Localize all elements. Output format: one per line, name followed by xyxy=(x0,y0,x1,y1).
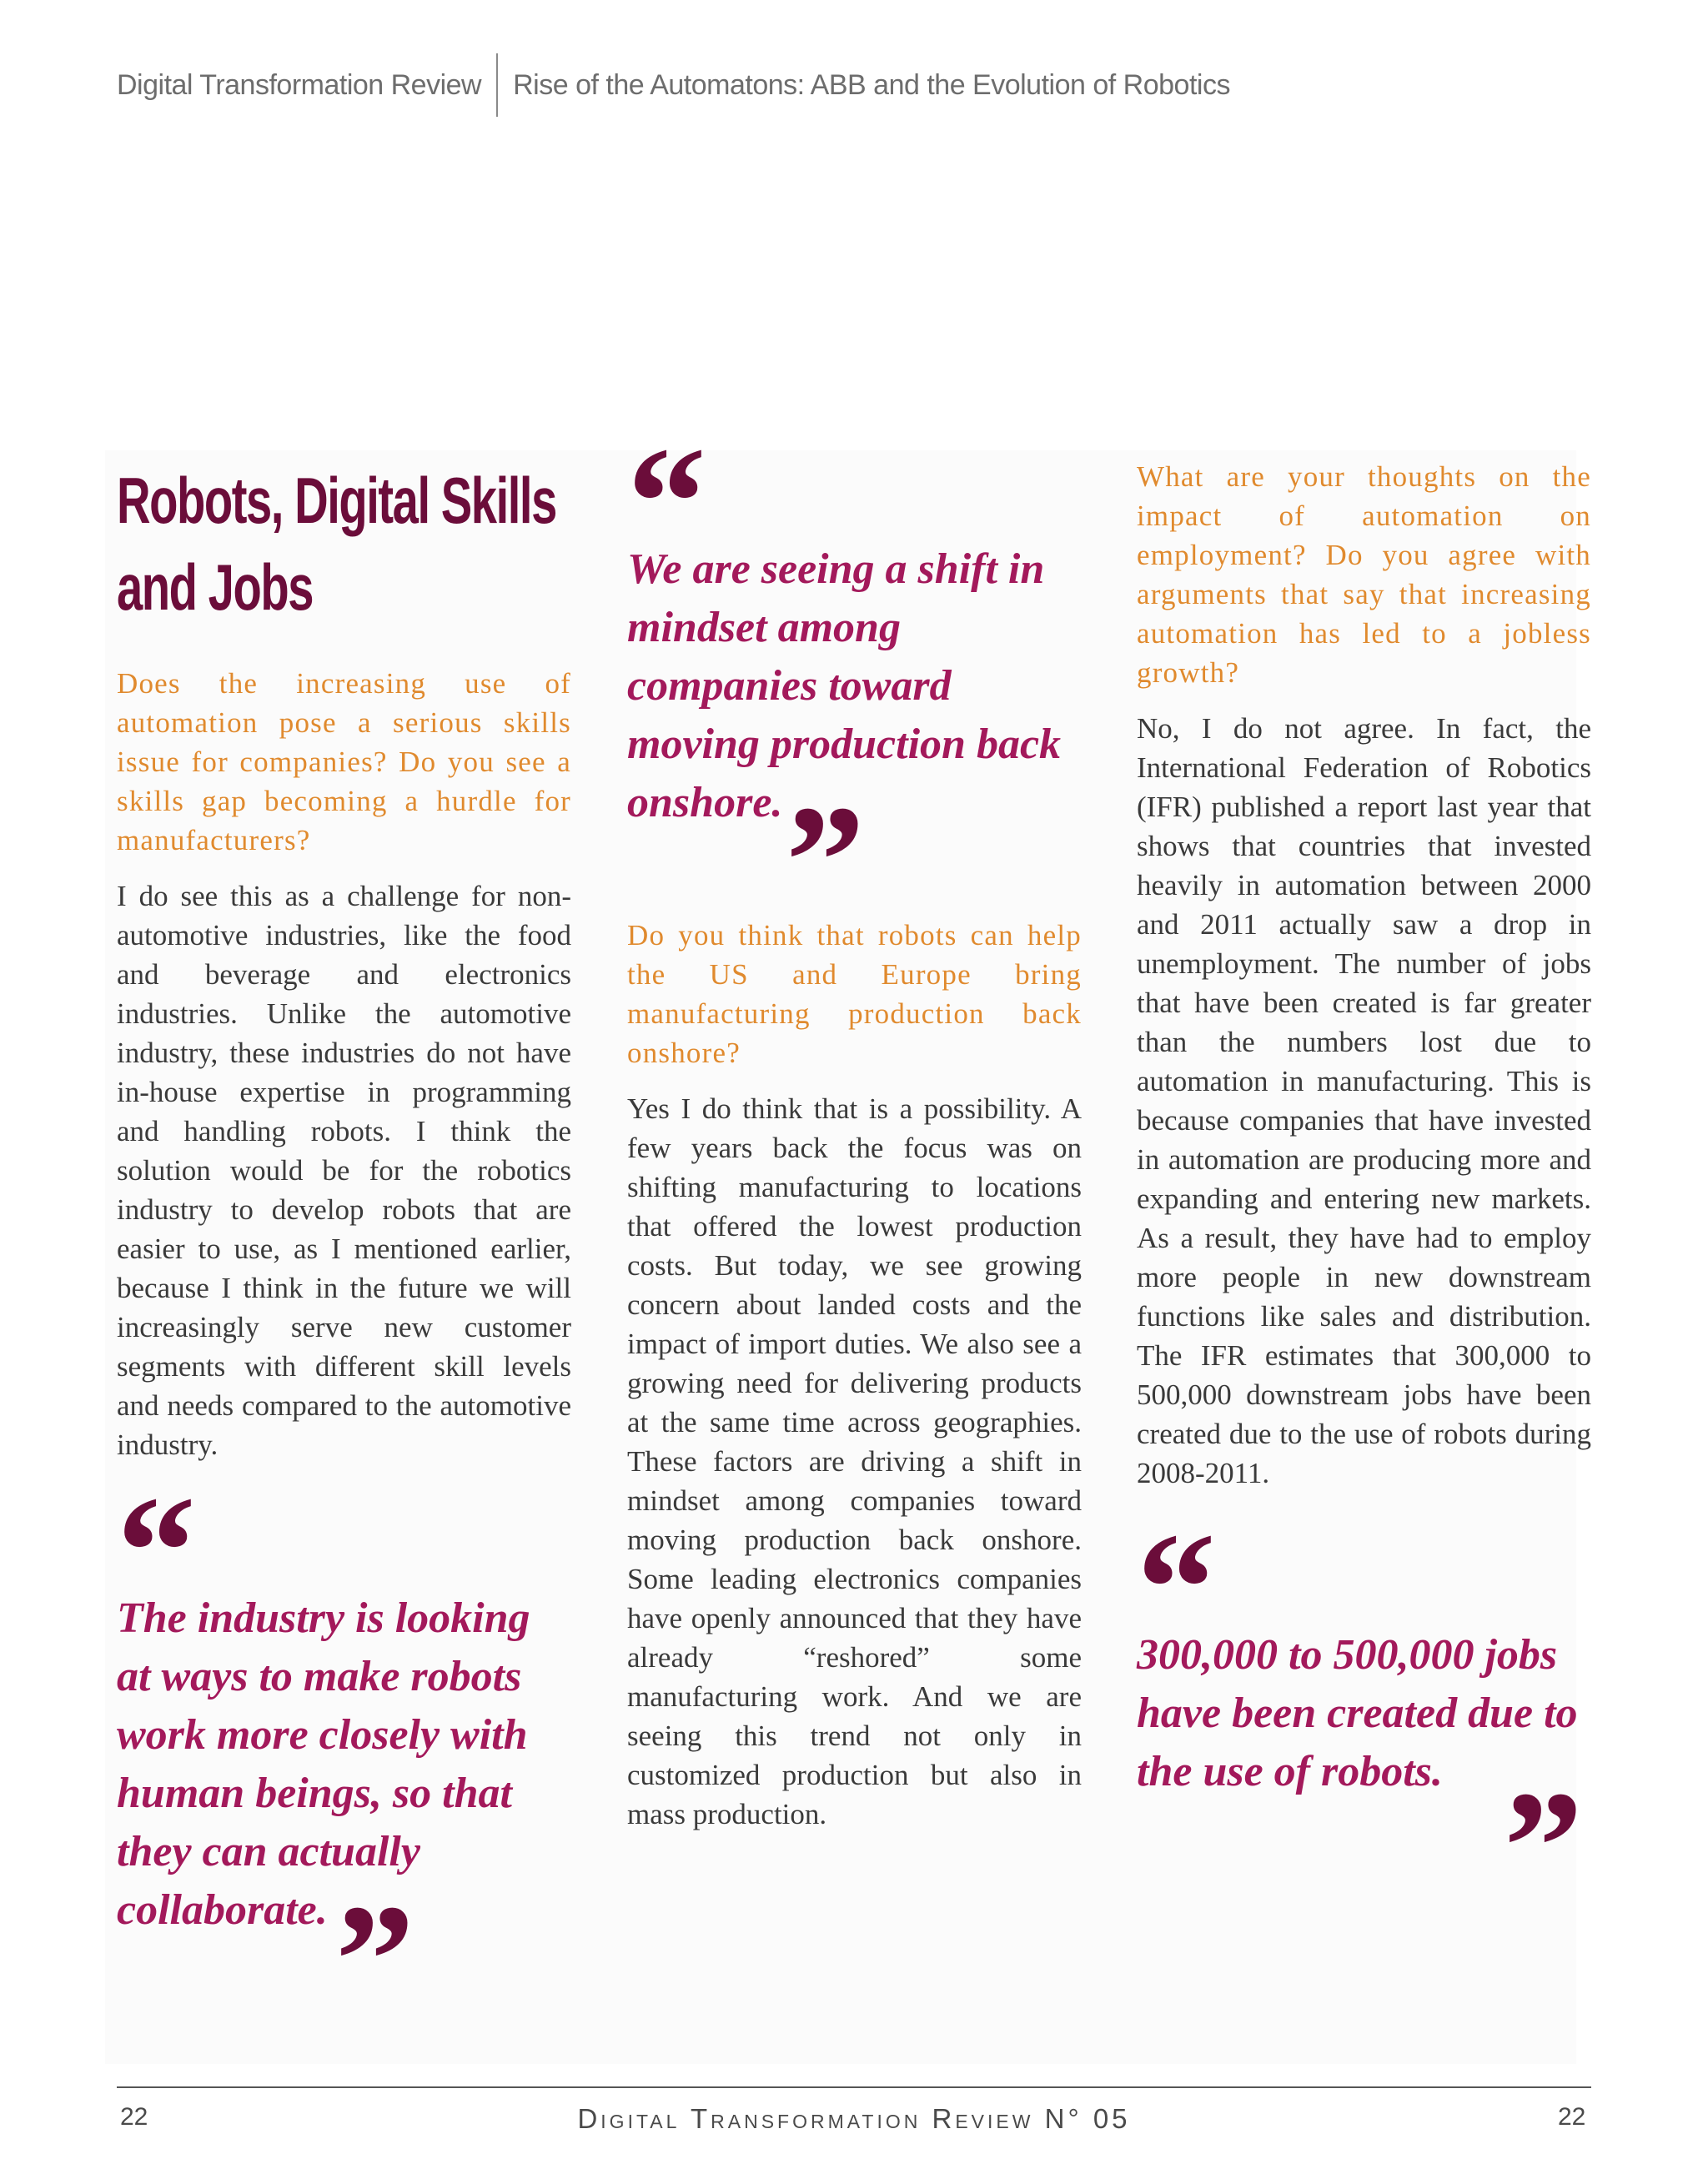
page-number-left: 22 xyxy=(120,2103,148,2131)
open-quote-mark: “ xyxy=(1137,1501,1216,1676)
open-quote-mark: “ xyxy=(627,415,706,590)
running-header xyxy=(117,53,1230,117)
close-quote-mark: ” xyxy=(786,774,865,949)
column-1 xyxy=(117,457,571,2048)
header-divider xyxy=(496,53,498,117)
answer-3: No, I do not agree. In fact, the International Federation of Robotics (IFR) published a report last year that shows that countries that invested heavily in automation between 2000 and 2011 actually saw a drop in unemployment. The number of jobs that have been created is far greater than the numbers lost due to automation in manufacturing. This is because companies that have invested in automation are producing more and expanding and entering new markets. As a result, they have had to employ more people in new downstream functions like sales and distribution. The IFR estimates that 300,000 to 500,000 downstream jobs have been created due to the use of robots during 2008-2011. xyxy=(1137,712,1591,1489)
answer-1: I do see this as a challenge for non-automotive industries, like the food and beverage and electronics industries. Unlike the automotive industry, these industries do not have in-house expertise in programming and handling robots. I think the solution would be for the robotics industry to develop robots that are easier to use, as I mentioned earlier, because I think in the future we will increasingly serve new customer segments with different skill levels and needs compared to the automotive industry. xyxy=(117,880,571,1461)
question-3: What are your thoughts on the impact of automation on employment? Do you agree with arguments that say that increasing automation has led to a jobless growth? xyxy=(1137,460,1591,689)
section-title: Robots, Digital Skills and Jobs xyxy=(117,464,556,624)
close-quote-mark: ” xyxy=(1504,1760,1583,1935)
footer-title: Digital Transformation Review N° 05 xyxy=(577,2103,1131,2134)
pull-quote-3-text: 300,000 to 500,000 jobs have been created due to the use of robots. xyxy=(1137,1631,1578,1795)
publication-name: Digital Transformation Review xyxy=(117,68,482,101)
question-1: Does the increasing use of automation pose a serious skills issue for companies? Do you see a skills gap becoming a hurdle for manufacturers? xyxy=(117,667,571,856)
question-2: Do you think that robots can help the US and Europe bring manufacturing production back onshore? xyxy=(627,919,1082,1069)
page-number-right: 22 xyxy=(1558,2103,1586,2131)
pull-quote-1 xyxy=(117,1464,571,2048)
answer-2: Yes I do think that is a possibility. A few years back the focus was on shifting manufacturing to locations that offered the lowest production costs. But today, we see growing concern about landed costs and the impact of import duties. We also see a growing need for delivering products at the same time across geographies. These factors are driving a shift in mindset among companies toward moving production back onshore. Some leading electronics companies have openly announced that they have already “reshored” some manufacturing work. And we are seeing this trend not only in customized production but also in mass production. xyxy=(627,1092,1082,1830)
open-quote-mark: “ xyxy=(117,1464,196,1639)
close-quote-mark: ” xyxy=(335,1873,414,2048)
pull-quote-1-text: The industry is looking at ways to make robots work more closely with human beings, so that they can actually collaborate. xyxy=(117,1594,530,1934)
pull-quote-3 xyxy=(1137,1501,1591,1935)
column-3 xyxy=(1137,457,1591,1935)
column-2 xyxy=(627,415,1082,1834)
footer-rule xyxy=(117,2086,1591,2088)
article-title: Rise of the Automatons: ABB and the Evolution of Robotics xyxy=(513,68,1230,101)
pull-quote-2 xyxy=(627,415,1082,949)
pull-quote-2-text: We are seeing a shift in mindset among companies toward moving production back onshore. xyxy=(627,545,1062,826)
